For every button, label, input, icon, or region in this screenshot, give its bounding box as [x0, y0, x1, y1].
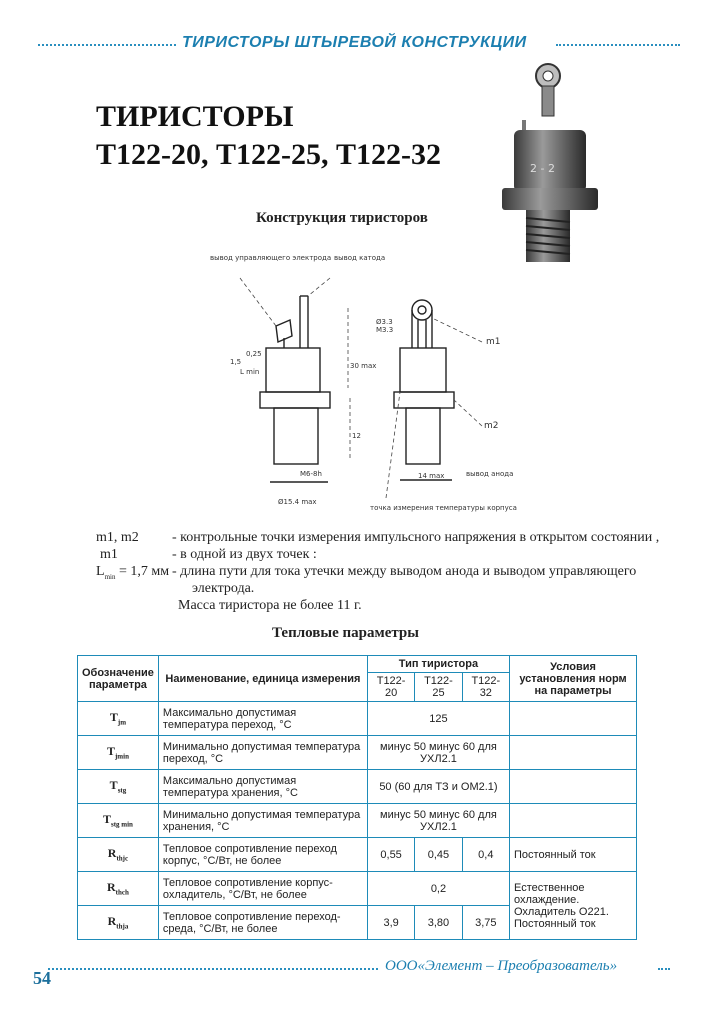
table-row: [78, 838, 637, 872]
footer-company: ООО«Элемент – Преобразователь»: [385, 958, 618, 974]
header-conditions: Условия установления норм на параметры: [510, 656, 637, 702]
row-value-t25: 3,80: [415, 906, 462, 940]
row-symbol: $R_{thch}$: [78, 872, 159, 906]
row-symbol: $R_{thja}$: [78, 906, 159, 940]
row-symbol: $T_{stg}$: [78, 770, 159, 804]
row-condition: Постоянный ток: [510, 838, 637, 872]
header-type: Тип тиристора: [367, 656, 509, 673]
row-value: минус 50 минус 60 для УХЛ2.1: [367, 736, 509, 770]
row-name: Максимально допустимая температура переход, °С: [158, 702, 367, 736]
note-key-value: = 1,7 мм: [118, 564, 170, 579]
label-stud: 12: [352, 432, 361, 440]
table-row: [78, 736, 637, 770]
row-symbol: $R_{thjc}$: [78, 838, 159, 872]
row-value-t32: 0,4: [462, 838, 509, 872]
label-cathode: вывод катода: [334, 254, 386, 262]
header-dots-right: [556, 44, 680, 46]
label-m3: M3.3: [376, 326, 394, 334]
header-t32: Т122-32: [462, 673, 509, 702]
label-thread: M6-8h: [300, 470, 322, 478]
note-row-4: [96, 580, 255, 597]
note-text: - контрольные точки измерения импульсного напряжения в открытом состоянии ,: [172, 530, 660, 545]
label-anode: вывод анода: [466, 470, 514, 478]
row-condition: [510, 736, 637, 770]
row-symbol: $T_{jm}$: [78, 702, 159, 736]
footer-dots-right: [658, 968, 670, 970]
header-t25: Т122-25: [415, 673, 462, 702]
row-value-t20: 0,55: [367, 838, 414, 872]
note-row-5: [96, 597, 362, 614]
header-name: Наименование, единица измерения: [158, 656, 367, 702]
header-t20: Т122-20: [367, 673, 414, 702]
note-row-1: [96, 529, 660, 546]
title-line2: Т122-20, Т122-25, Т122-32: [96, 138, 441, 171]
thermal-heading: Тепловые параметры: [272, 625, 419, 641]
header-title: ТИРИСТОРЫ ШТЫРЕВОЙ КОНСТРУКЦИИ: [182, 34, 527, 51]
row-symbol: $T_{jmin}$: [78, 736, 159, 770]
row-name: Минимально допустимая температура хранения, °С: [158, 804, 367, 838]
photo-marking: 2 - 2: [530, 162, 555, 175]
construction-notes: [96, 529, 660, 614]
note-row-2: [96, 546, 317, 563]
row-condition: [510, 702, 637, 736]
thyristor-photo: [500, 60, 610, 270]
label-125: 1,5: [230, 358, 242, 366]
thermal-table: [77, 655, 637, 940]
row-condition: [510, 770, 637, 804]
row-value: 125: [367, 702, 509, 736]
footer-dots-left: [48, 968, 378, 970]
row-condition: [510, 804, 637, 838]
row-name: Тепловое сопротивление переход корпус, °С/Вт, не более: [158, 838, 367, 872]
row-value: 0,2: [367, 872, 509, 906]
page-number: 54: [33, 968, 51, 988]
label-d: Ø3.3: [376, 318, 393, 326]
table-row: [78, 770, 637, 804]
row-value: минус 50 минус 60 для УХЛ2.1: [367, 804, 509, 838]
header-designation: Обозначение параметра: [78, 656, 159, 702]
header-dots-left: [38, 44, 176, 46]
label-control: вывод управляющего электрода: [210, 254, 332, 262]
row-value-t32: 3,75: [462, 906, 509, 940]
technical-drawing: [200, 248, 517, 528]
table-header-row: [78, 656, 637, 673]
page-title: [96, 98, 441, 174]
note-key: L: [96, 564, 105, 579]
title-line1: ТИРИСТОРЫ: [96, 100, 294, 133]
table-row: [78, 872, 637, 906]
note-text: электрода.: [192, 581, 255, 596]
note-key: m1: [100, 547, 118, 562]
row-value-t20: 3,9: [367, 906, 414, 940]
label-ref: точка измерения температуры корпуса: [370, 504, 517, 512]
row-value-t25: 0,45: [415, 838, 462, 872]
note-key: m1, m2: [96, 530, 139, 545]
note-key-sub: min: [104, 572, 116, 581]
label-025: 0,25: [246, 350, 262, 358]
label-diameter: Ø15.4 max: [278, 498, 317, 506]
row-name: Минимально допустимая температура переход, °С: [158, 736, 367, 770]
label-lmin: L min: [240, 368, 260, 376]
label-m2: m2: [484, 421, 499, 431]
table-row: [78, 804, 637, 838]
row-name: Тепловое сопротивление переход-среда, °С/Вт, не более: [158, 906, 367, 940]
row-name: Максимально допустимая температура хранения, °С: [158, 770, 367, 804]
table-row: [78, 702, 637, 736]
row-symbol: $T_{stg min}$: [78, 804, 159, 838]
note-text: - в одной из двух точек :: [172, 547, 317, 562]
label-hex: 14 max: [418, 472, 445, 480]
construction-heading: Конструкция тиристоров: [256, 210, 428, 226]
row-value: 50 (60 для ТЗ и ОМ2.1): [367, 770, 509, 804]
label-m1: m1: [486, 337, 501, 347]
note-text: Масса тиристора не более 11 г.: [178, 598, 362, 613]
note-row-3: [96, 563, 637, 581]
note-text: - длина пути для тока утечки между выводом анода и выводом управляющего: [172, 564, 637, 579]
row-condition: Естественное охлаждение. Охладитель О221. Постоянный ток: [510, 872, 637, 940]
label-height: 30 max: [350, 362, 377, 370]
row-name: Тепловое сопротивление корпус-охладитель, °С/Вт, не более: [158, 872, 367, 906]
